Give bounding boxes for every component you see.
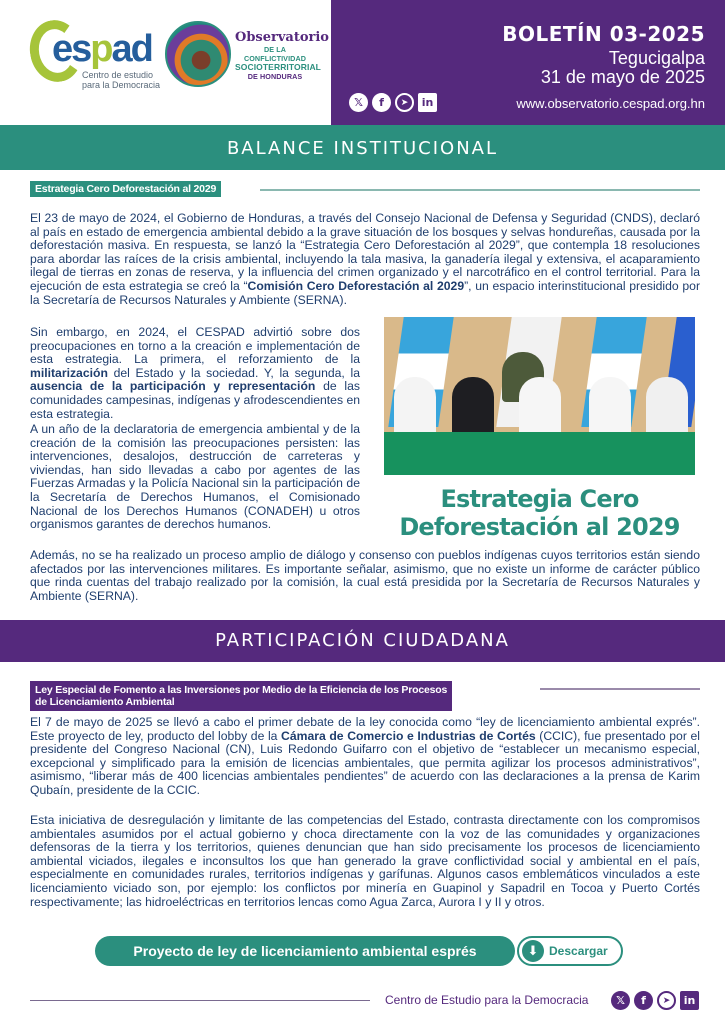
person-figure [394, 377, 436, 437]
linkedin-icon[interactable]: in [418, 93, 437, 112]
subhead-line2: de Licenciamiento Ambiental [35, 696, 175, 708]
logo-text-part: ad [111, 28, 152, 70]
bold-text: Comisión Cero Deforestación al 2029 [247, 278, 465, 293]
document-link[interactable]: Proyecto de ley de licenciamiento ambiental esprés [95, 936, 515, 966]
footer-divider [30, 1000, 370, 1001]
observatorio-title: Observatorio [235, 30, 329, 45]
cespad-logo [30, 18, 161, 90]
section-banner-balance-institucional: BALANCE INSTITUCIONAL [0, 128, 725, 170]
x-icon[interactable]: 𝕏 [349, 93, 368, 112]
text-run: (CCIC), fue presentado por el presidente del Congreso Nacional (CN), Luis Redondo Guifarro con el objetivo de “establecer un mecanismo especial, excepcional y simplificado para la emisión de licencias ambientales, que permita agilizar los procesos administrativos”, asimismo, “liberar más de 400 licencias ambientales pendientes” de acuerdo con las declaraciones a la prensa de Karim Qubaín, presidente de la CCIC. [30, 728, 700, 797]
footer-social-links [611, 991, 699, 1010]
person-figure [646, 377, 688, 437]
text-run: El 7 de mayo de 2025 se llevó a cabo el primer debate de la ley conocida como “ley de licenciamiento ambiental exprés”. Este proyecto de ley, producto del lobby de la [30, 715, 700, 743]
download-icon: ⬇ [522, 940, 544, 962]
subhead-line1: Ley Especial de Fomento a las Inversiones por Medio de la Eficiencia de los Procesos [35, 684, 448, 696]
facebook-icon[interactable]: f [634, 991, 653, 1010]
text-run: del Estado y la sociedad. Y, la segunda, la [107, 365, 360, 380]
observatorio-line2: SOCIOTERRITORIAL [235, 62, 321, 72]
bold-text: militarización [30, 365, 108, 380]
text-run: El 23 de mayo de 2024, el Gobierno de Honduras, a través del Consejo Nacional de Defensa y Seguridad (CNDS), declaró al país en estado de emergencia ambiental debido a la grave situación de los bosques y selvas hondureñas, causada por la deforestación masiva. En respuesta, se lanzó la “Estrategia Cero Deforestación al 2029”, que contempla 18 resoluciones para abordar las raíces de la crisis ambiental, incluyendo la tala masiva, la ganadería ilegal y extensiva, el acaparamiento ilegal de tierras en zonas de reserva, y la influencia del crimen organizado y el narcotráfico en el control territorial. Para la ejecución de esta estrategia se creó la “ [30, 211, 700, 293]
website-link[interactable]: www.observatorio.cespad.org.hn [516, 96, 705, 111]
subhead-rule [260, 189, 700, 191]
observatorio-logo-emblem [165, 21, 231, 87]
logo-text-part: es [52, 28, 91, 70]
download-button[interactable] [517, 936, 623, 966]
subhead-rule [540, 688, 700, 690]
paragraph: Esta iniciativa de desregulación y limitante de las competencias del Estado, contrasta directamente con los compromisos ambientales asumidos por el actual gobierno y choca directamente con la voz de las comunidades y organizaciones defensoras de la tierra y los territorios, quienes denuncian que han sido precisamente los procesos de licenciamiento ambiental viciados, ilegales e inconsultos los que han generado la grave conflictividad social y ambiental en el país, especialmente en comunidades rurales, territorios indígenas y garífunas. Algunos casos emblemáticos vinculados a este licenciamiento viciado son, por ejemplo: los conflictos por minería en Guapinol y Sapadril en Tocoa y Puerto Cortés respectivamente; las hidroeléctricas en territorios lencas como Agua Zarca, Aurora I y II y otros. [30, 813, 700, 909]
paragraph [30, 326, 360, 421]
download-label: Descargar [549, 944, 608, 958]
paragraph [30, 212, 700, 307]
observatorio-line1: DE LA CONFLICTIVIDAD [243, 45, 307, 63]
bulletin-number: BOLETÍN 03-2025 [502, 22, 705, 46]
text-run: ”, un espacio interinstitucional presidido por la Secretaría de Recursos Naturales y Ambiente (SERNA). [30, 278, 700, 307]
cespad-logo-subtitle [82, 70, 172, 90]
telegram-icon[interactable]: ➤ [657, 991, 676, 1010]
linkedin-icon[interactable]: in [680, 991, 699, 1010]
article-subhead [30, 681, 452, 711]
cespad-logo-word [52, 28, 152, 71]
article-photo [384, 317, 695, 475]
header [0, 0, 725, 128]
paragraph: A un año de la declaratoria de emergencia ambiental y de la creación de la comisión las preocupaciones persisten: las intervenciones, desalojos, destrucción de carreteras y viviendas, han sido llevadas a cabo por agentes de las Fuerzas Armadas y la Policía Nacional sin la participación de la Secretaría de Derechos Humanos, el Comisionado Nacional de los Derechos Humanos (CONADEH) u otros organismos garantes de derechos humanos. [30, 422, 360, 532]
person-figure [589, 377, 631, 437]
section-banner-participacion-ciudadana: PARTICIPACIÓN CIUDADANA [0, 620, 725, 662]
paragraph [30, 716, 700, 798]
cespad-subtitle-line2: para la Democracia [82, 80, 161, 90]
paragraph: Además, no se ha realizado un proceso amplio de diálogo y consenso con pueblos indígenas cuyos territorios están siendo afectados por las intervenciones militares. Es importante señalar, asimismo, que no existe un informe de carácter público que rinda cuentas del trabajo realizado por la comisión, la cual está presidida por la Secretaría de Recursos Naturales y Ambiente (SERNA). [30, 548, 700, 603]
text-run: de las comunidades campesinas, indígenas y afrodescendientes en esta estrategia. [30, 379, 360, 421]
facebook-icon[interactable]: f [372, 93, 391, 112]
text-run: Sin embargo, en 2024, el CESPAD advirtió sobre dos preocupaciones en torno a la creación e implementación de esta estrategia. La primera, el reforzamiento de la [30, 325, 360, 367]
photo-caption: Estrategia Cero Deforestación al 2029 [399, 485, 680, 541]
article-subhead: Estrategia Cero Deforestación al 2029 [30, 181, 221, 197]
cespad-subtitle-line1: Centro de estudio [82, 70, 154, 80]
footer-org-name: Centro de Estudio para la Democracia [385, 993, 589, 1007]
observatorio-line3: DE HONDURAS [247, 72, 303, 81]
person-figure [452, 377, 494, 437]
logo-text-part: p [90, 28, 112, 70]
bulletin-date: 31 de mayo de 2025 [540, 67, 705, 87]
bulletin-city: Tegucigalpa [608, 48, 705, 68]
observatorio-logo-text [235, 30, 329, 81]
header-logos [0, 0, 331, 128]
header-social-links [349, 93, 437, 112]
table-graphic [384, 432, 695, 475]
x-icon[interactable]: 𝕏 [611, 991, 630, 1010]
bold-text: ausencia de la participación y representación [30, 379, 316, 394]
telegram-icon[interactable]: ➤ [395, 93, 414, 112]
person-figure [519, 377, 561, 437]
bold-text: Cámara de Comercio e Industrias de Cortés [281, 728, 536, 743]
